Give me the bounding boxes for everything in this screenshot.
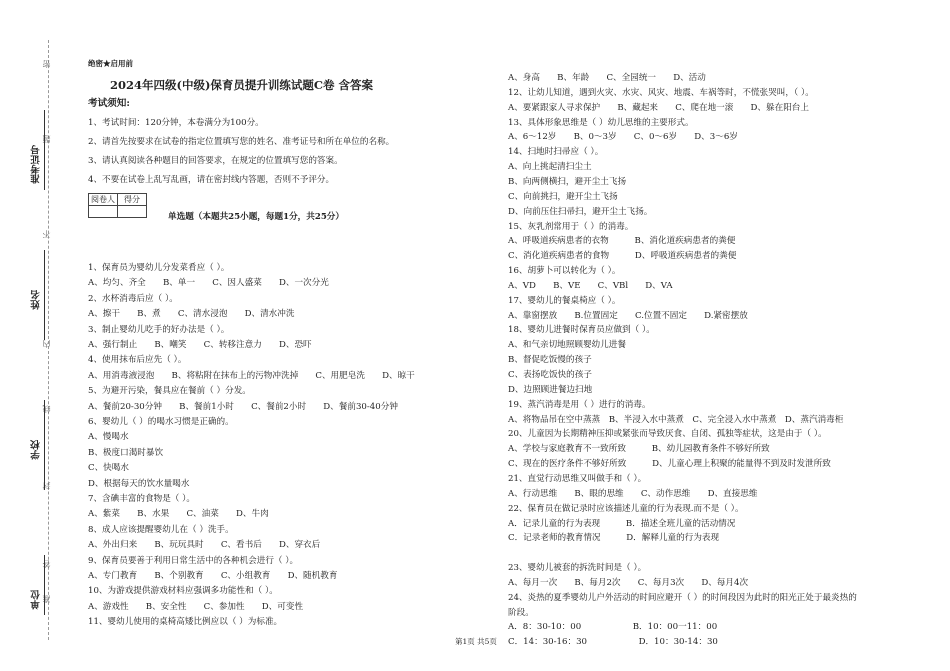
cut-word: 答 xyxy=(42,560,51,568)
question-stem: 17、婴幼儿的餐桌椅应（ ）。 xyxy=(508,295,621,306)
question-stem: 11、婴幼儿使用的桌椅高矮比例应以（ ）为标准。 xyxy=(88,617,283,628)
question-option: C、现在的医疗条件不够好所致 D、儿童心理上积聚的能量得不到及时发泄所致 xyxy=(508,459,831,470)
question-option: A、向上挑起清扫尘土 xyxy=(508,162,592,173)
question-option: 阶段。 xyxy=(508,607,534,618)
question-option: A、外出归来 B、玩玩具时 C、看书后 D、穿衣后 xyxy=(88,540,321,551)
question-stem: 19、蒸汽消毒是用（ ）进行的消毒。 xyxy=(508,399,651,410)
question-stem: 23、婴幼儿被套的拆洗时间是（ ）。 xyxy=(508,563,647,574)
question-option: A、行动思维 B、眼的思维 C、动作思维 D、直接思维 xyxy=(508,488,758,499)
question-option: A、强行制止 B、嘲笑 C、转移注意力 D、恐吓 xyxy=(88,340,312,350)
question-option: C、消化道疾病患者的食物 D、呼吸道疾病患者的粪便 xyxy=(508,251,737,262)
cut-word: 封 xyxy=(42,482,51,490)
question-option: C．14：30-16：30 D．10：30-14：30 xyxy=(508,637,718,648)
question-option: A、靠窗摆放 B.位置固定 C.位置不固定 D.紧密摆放 xyxy=(508,310,748,321)
question-option: A、游戏性 B、安全性 C、参加性 D、可变性 xyxy=(88,601,304,612)
question-option: A．记录儿童的行为表现 B．描述全班儿童的活动情况 xyxy=(508,518,736,529)
cut-word: 线 xyxy=(42,405,51,413)
question-stem: 9、保育员要善于利用日常生活中的各种机会进行（ ）。 xyxy=(88,555,299,566)
question-option: C．记录老师的教育情况 D．解释儿童的行为表现 xyxy=(508,533,720,544)
score-table-header: 得分 xyxy=(118,194,147,206)
notice-item: 3、请认真阅读各种题目的回答要求，在规定的位置填写您的答案。 xyxy=(88,156,343,166)
cut-word: 题 xyxy=(42,135,51,143)
section-title: 单选题（本题共25小题，每题1分，共25分） xyxy=(168,212,344,222)
secret-mark: 绝密★启用前 xyxy=(88,59,133,68)
question-option: C、向前挑扫，避开尘土飞扬 xyxy=(508,191,618,202)
question-stem: 18、婴幼儿进餐时保育员应做到（ ）。 xyxy=(508,325,655,336)
cut-word: 内 xyxy=(42,340,51,348)
question-stem: 2、水杯消毒后应（ ）。 xyxy=(88,293,178,304)
question-stem: 12、让幼儿知道，遇到火灾、水灾、风灾、地震、车祸等时，不慌张哭叫，（ ）。 xyxy=(508,87,814,98)
question-option: A、呼吸道疾病患者的衣物 B、消化道疾病患者的粪便 xyxy=(508,236,736,247)
question-option: A、学校与家庭教育不一致所致 B、幼儿园教育条件不够好所致 xyxy=(508,444,770,455)
question-stem: 7、含碘丰富的食物是（ ）。 xyxy=(88,494,196,504)
question-option: B、向两侧横扫，避开尘土飞扬 xyxy=(508,176,627,187)
notice-item: 2、请首先按要求在试卷的指定位置填写您的姓名、准考证号和所在单位的名称。 xyxy=(88,137,395,147)
question-option: B、督促吃饭慢的孩子 xyxy=(508,355,592,366)
question-stem: 4、使用抹布后应先（ ）。 xyxy=(88,355,187,366)
question-option: A、要紧跟家人寻求保护 B、藏起来 C、爬在地一滚 D、躲在阳台上 xyxy=(508,102,809,113)
name-label: 姓名 xyxy=(31,290,42,310)
notice-item: 1、考试时间：120分钟，本卷满分为100分。 xyxy=(88,118,264,128)
question-option: A、慢喝水 xyxy=(88,432,129,443)
question-stem: 10、为游戏提供游戏材料应强调多功能性和（ ）。 xyxy=(88,586,278,597)
question-stem: 22、保育员在做记录时应该描述儿童的行为表现.而不是（ ）。 xyxy=(508,503,744,514)
question-option: A、每月一次 B、每月2次 C、每月3次 D、每月4次 xyxy=(508,577,749,588)
question-option: A、餐前20-30分钟 B、餐前1小时 C、餐前2小时 D、餐前30-40分钟 xyxy=(88,401,398,412)
question-option: D、边照顾进餐边扫地 xyxy=(508,384,593,395)
question-option: C、表扬吃饭快的孩子 xyxy=(508,370,592,380)
question-option: A．8：30-10：00 B．10：00一11：00 xyxy=(508,622,718,633)
question-stem: 5、为避开污染，餐具应在餐前（ ）分发。 xyxy=(88,386,251,397)
question-option: A、身高 B、年龄 C、全园统一 D、活动 xyxy=(508,73,706,83)
school-field[interactable] xyxy=(44,400,45,490)
question-option: A、6～12岁 B、0～3岁 C、0～6岁 D、3～6岁 xyxy=(508,132,738,143)
question-option: A、擦干 B、煮 C、清水浸泡 D、清水冲洗 xyxy=(88,309,295,320)
notice-item: 4、不要在试卷上乱写乱画，请在密封线内答题，否则不予评分。 xyxy=(88,175,335,185)
score-table xyxy=(88,193,147,218)
question-stem: 24、炎热的夏季婴幼儿户外活动的时间应避开（ ）的时间段因为此时的阳光正处于最炎热的 xyxy=(508,592,857,603)
notice-heading: 考试须知: xyxy=(88,98,130,109)
question-option: A、均匀、齐全 B、单一 C、因人盛菜 D、一次分光 xyxy=(88,278,329,289)
question-option: C、快喝水 xyxy=(88,463,129,474)
score-cell[interactable] xyxy=(89,206,118,218)
cut-word: 不 xyxy=(42,230,51,238)
question-stem: 1、保育员为婴幼儿分发菜肴应（ ）。 xyxy=(88,263,230,273)
exam-number-field[interactable] xyxy=(44,110,45,190)
cut-word: 密 xyxy=(42,60,51,68)
binding-margin xyxy=(0,0,80,671)
question-stem: 20、儿童因为长期精神压抑或紧张而导致厌食、自闭、孤独等症状，这是由于（ ）。 xyxy=(508,429,827,440)
question-option: A、和气亲切地照顾婴幼儿进餐 xyxy=(508,340,626,351)
page-number: 第1页 共5页 xyxy=(455,637,497,646)
cut-word: 准 xyxy=(42,595,51,603)
question-option: A、紫菜 B、水果 C、油菜 D、牛肉 xyxy=(88,509,269,520)
question-option: A、VD B、VE C、VBl D、VA xyxy=(508,280,673,291)
question-option: D、根据每天的饮水量喝水 xyxy=(88,478,190,489)
question-option: A、用消毒液浸泡 B、将粘附在抹布上的污物冲洗掉 C、用肥皂洗 D、晾干 xyxy=(88,370,415,381)
score-cell[interactable] xyxy=(118,206,147,218)
name-field[interactable] xyxy=(44,250,45,340)
question-stem: 3、制止婴幼儿吃手的好办法是（ ）。 xyxy=(88,324,230,335)
exam-number-label: 准考证号 xyxy=(31,145,42,184)
question-option: A、将物品吊在空中蒸蒸 B、半浸入水中蒸煮 C、完全浸入水中蒸煮 D、蒸汽消毒柜 xyxy=(508,414,844,425)
question-stem: 6、婴幼儿（ ）的喝水习惯是正确的。 xyxy=(88,417,234,427)
unit-field[interactable] xyxy=(44,555,45,615)
question-stem: 21、直觉行动思维又叫做手和（ ）。 xyxy=(508,473,647,484)
question-stem: 8、成人应该提醒婴幼儿在（ ）洗手。 xyxy=(88,524,234,535)
school-label: 学校 xyxy=(31,440,42,460)
unit-label: 单位 xyxy=(31,590,42,610)
question-stem: 16、胡萝卜可以转化为（ ）。 xyxy=(508,266,621,277)
question-option: B、极度口渴时暴饮 xyxy=(88,447,164,458)
question-stem: 15、灰乳剂常用于（ ）的消毒。 xyxy=(508,221,634,232)
question-option: A、专门教育 B、个别教育 C、小组教育 D、随机教育 xyxy=(88,571,338,581)
question-stem: 14、扫地时扫帚应（ ）。 xyxy=(508,147,604,158)
page-title: 2024年四级(中级)保育员提升训练试题C卷 含答案 xyxy=(110,78,374,92)
question-option: D、向前压住扫帚扫，避开尘土飞扬。 xyxy=(508,206,653,217)
question-stem: 13、具体形象思维是（ ）幼儿思维的主要形式。 xyxy=(508,117,694,128)
score-table-header: 阅卷人 xyxy=(89,194,118,206)
